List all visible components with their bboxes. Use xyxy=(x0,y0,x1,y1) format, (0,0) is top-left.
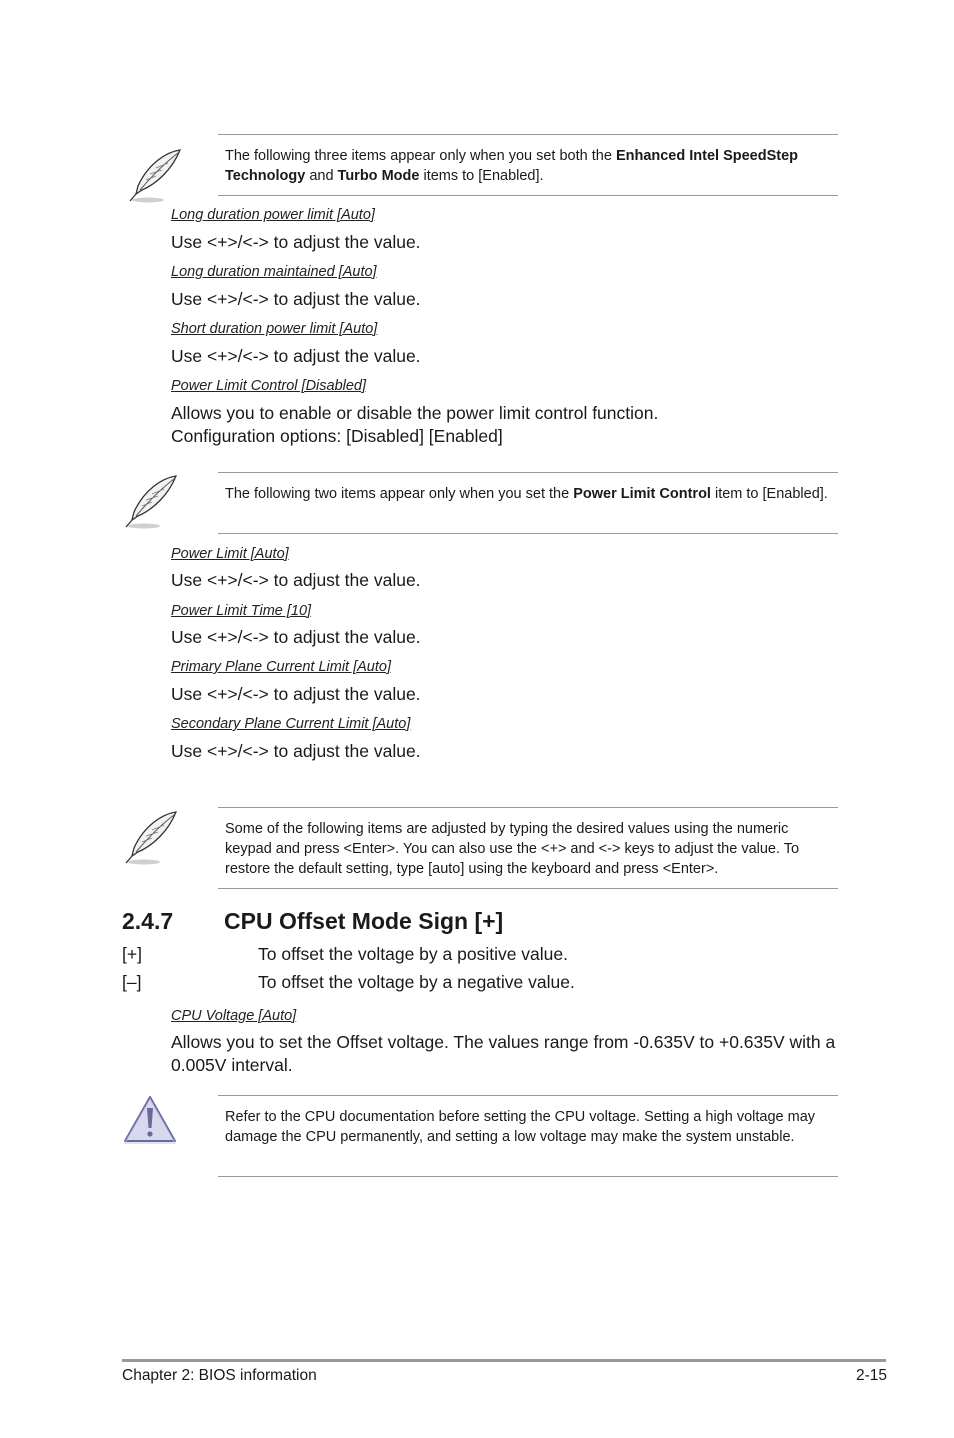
item-description: Allows you to set the Offset voltage. The values range from -0.635V to +0.635V with a xyxy=(171,1032,836,1052)
item-title: Primary Plane Current Limit [Auto] xyxy=(171,659,391,675)
note-bold: Enhanced Intel SpeedStep Technology xyxy=(225,148,799,184)
option-key: [–] xyxy=(122,972,142,992)
note-box xyxy=(218,134,838,196)
item-title: Power Limit [Auto] xyxy=(171,546,289,562)
note-text-part: The following three items appear only when you set both the xyxy=(225,148,616,164)
warning-triangle-icon xyxy=(122,1094,178,1151)
note-text-part: items to [Enabled]. xyxy=(419,168,544,184)
feather-pen-icon xyxy=(122,808,182,871)
section-number: 2.4.7 xyxy=(122,908,174,934)
note-bold: Turbo Mode xyxy=(337,168,420,184)
footer-chapter: Chapter 2: BIOS information xyxy=(122,1367,317,1384)
item-title: Power Limit Time [10] xyxy=(171,603,312,619)
note-text: Some of the following items are adjusted by typing the desired values using the numeric keypad and press <Enter>. You can also use the <+> and <-> keys to adjust the value. To restore the default setting, type [auto] using the keyboard and press <Enter>. xyxy=(225,821,800,877)
note-text xyxy=(225,484,830,504)
item-description: Configuration options: [Disabled] [Enabled] xyxy=(171,426,503,446)
item-description: Allows you to enable or disable the power limit control function. xyxy=(171,403,659,423)
item-description: Use <+>/<-> to adjust the value. xyxy=(171,289,421,309)
item-title: Long duration power limit [Auto] xyxy=(171,207,375,223)
item-title: Power Limit Control [Disabled] xyxy=(171,378,367,394)
feather-pen-icon xyxy=(122,472,182,535)
item-description: Use <+>/<-> to adjust the value. xyxy=(171,684,421,704)
item-description: 0.005V interval. xyxy=(171,1055,293,1075)
warning-box xyxy=(218,1095,838,1177)
note-text-part: The following two items appear only when you set the xyxy=(225,486,574,502)
item-title: Short duration power limit [Auto] xyxy=(171,321,378,337)
note-box xyxy=(218,807,838,889)
option-description: To offset the voltage by a negative value. xyxy=(258,972,575,992)
feather-pen-icon xyxy=(126,146,186,209)
item-description: Use <+>/<-> to adjust the value. xyxy=(171,232,421,252)
item-description: Use <+>/<-> to adjust the value. xyxy=(171,346,421,366)
item-description: Use <+>/<-> to adjust the value. xyxy=(171,627,421,647)
item-title: CPU Voltage [Auto] xyxy=(171,1008,297,1024)
item-title: Secondary Plane Current Limit [Auto] xyxy=(171,716,411,732)
item-description: Use <+>/<-> to adjust the value. xyxy=(171,741,421,761)
note-box xyxy=(218,472,838,534)
section-title: CPU Offset Mode Sign [+] xyxy=(224,908,504,934)
note-text-part: item to [Enabled]. xyxy=(710,486,828,502)
option-description: To offset the voltage by a positive value. xyxy=(258,944,569,964)
item-description: Use <+>/<-> to adjust the value. xyxy=(171,570,421,590)
note-text xyxy=(225,146,830,186)
item-title: Long duration maintained [Auto] xyxy=(171,264,377,280)
note-bold: Power Limit Control xyxy=(573,486,711,502)
footer-rule xyxy=(122,1359,886,1362)
note-text-part: and xyxy=(305,168,338,184)
option-key: [+] xyxy=(122,944,142,964)
warning-text: Refer to the CPU documentation before setting the CPU voltage. Setting a high voltage may damage the CPU permanently, and setting a low voltage may make the system unstable. xyxy=(225,1109,816,1145)
footer-page-number: 2-15 xyxy=(855,1367,887,1384)
